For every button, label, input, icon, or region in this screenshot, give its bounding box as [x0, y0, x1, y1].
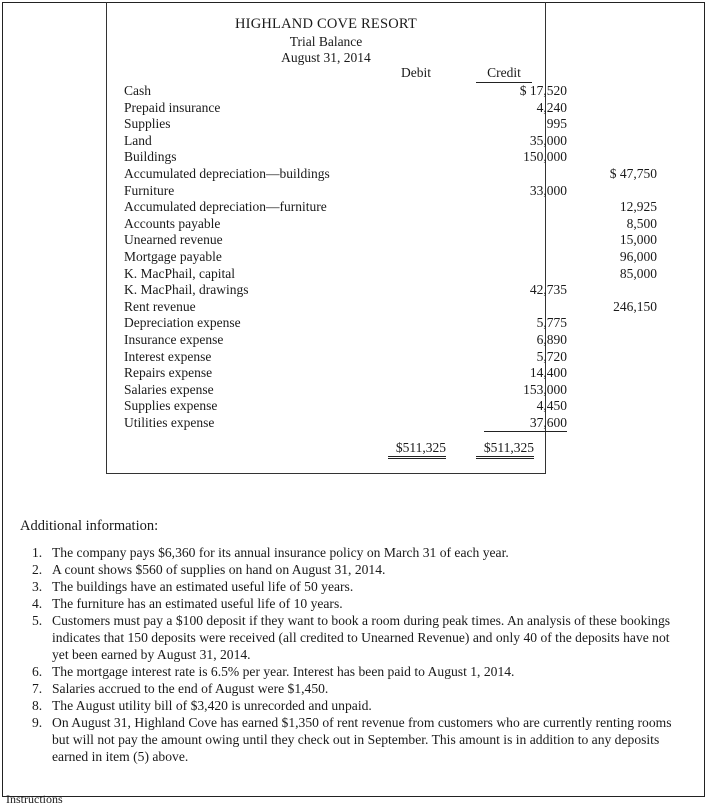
list-item	[32, 612, 672, 663]
credit-amount: 15,000	[619, 232, 657, 248]
credit-amount: 12,925	[619, 199, 657, 215]
item-number: 4.	[32, 596, 43, 611]
item-text: Salaries accrued to the end of August were $1,450.	[52, 681, 329, 696]
table-row	[124, 315, 567, 332]
debit-column-header: Debit	[401, 65, 431, 80]
debit-amount: $ 17,520	[519, 83, 567, 98]
table-row	[124, 365, 567, 382]
credit-amount: 246,150	[613, 298, 657, 314]
credit-amount: $ 47,750	[609, 165, 657, 181]
table-row	[124, 83, 567, 100]
total-debit: $511,325	[388, 440, 446, 459]
debit-amount: 153,000	[523, 381, 567, 397]
table-row	[124, 199, 657, 216]
account-name: Furniture	[124, 182, 175, 198]
debit-amount: 37,600	[484, 415, 567, 433]
account-name: Accumulated depreciation—furniture	[124, 199, 327, 215]
item-text: The company pays $6,360 for its annual insurance policy on March 31 of each year.	[52, 545, 509, 560]
item-number: 1.	[32, 545, 43, 560]
statement-title: Trial Balance	[289, 34, 363, 49]
item-number: 7.	[32, 681, 43, 696]
table-row	[124, 414, 567, 432]
debit-amount: 14,400	[529, 365, 567, 381]
debit-amount: 4,240	[536, 99, 567, 115]
debit-amount: 33,000	[529, 182, 567, 198]
debit-amount: 5,775	[536, 315, 567, 331]
account-name: Insurance expense	[124, 331, 224, 347]
additional-info-list	[32, 544, 672, 765]
account-name: Supplies expense	[124, 398, 218, 414]
item-number: 6.	[32, 664, 43, 679]
table-row	[124, 248, 657, 266]
company-name: HIGHLAND COVE RESORT	[235, 16, 417, 32]
debit-amount: 995	[546, 116, 567, 132]
item-text: The August utility bill of $3,420 is unrecorded and unpaid.	[52, 698, 372, 713]
table-row	[124, 348, 567, 366]
table-row	[124, 215, 657, 233]
list-item	[32, 680, 672, 697]
debit-amount: 6,890	[536, 331, 567, 347]
item-number: 5.	[32, 613, 43, 628]
credit-amount: 96,000	[619, 248, 657, 264]
list-item	[32, 595, 672, 612]
total-credit: $511,325	[476, 440, 534, 459]
account-name: Repairs expense	[124, 365, 213, 381]
additional-info-title: Additional information:	[20, 518, 159, 534]
table-row	[124, 149, 567, 166]
account-name: Depreciation expense	[124, 315, 241, 331]
account-name: Rent revenue	[124, 298, 196, 314]
table-row	[124, 232, 657, 249]
item-number: 2.	[32, 562, 43, 577]
account-name: Cash	[124, 83, 151, 98]
account-name: Utilities expense	[124, 414, 215, 430]
account-name: Prepaid insurance	[124, 99, 221, 115]
list-item	[32, 663, 672, 680]
list-item	[32, 561, 672, 578]
table-row	[124, 381, 567, 399]
debit-amount: 5,720	[536, 348, 567, 364]
list-item	[32, 714, 672, 765]
table-row	[124, 265, 657, 283]
item-number: 3.	[32, 579, 43, 594]
cut-off-footer-text: Instructions	[6, 792, 63, 806]
account-name: K. MacPhail, drawings	[124, 282, 249, 298]
debit-amount: 42,735	[529, 282, 567, 298]
credit-amount: 85,000	[619, 265, 657, 281]
account-name: K. MacPhail, capital	[124, 265, 235, 281]
trial-balance-rows	[124, 83, 657, 431]
item-text: On August 31, Highland Cove has earned $1,350 of rent revenue from customers who are currently renting rooms but will not pay the amount owing until they check out in September. This amount is in addition to any deposits earned in item (5) above.	[52, 715, 672, 764]
item-text: Customers must pay a $100 deposit if they want to book a room during peak times. An analysis of these bookings indicates that 150 deposits were received (all credited to Unearned Revenue) and only 40 of the deposits have not yet been earned by August 31, 2014.	[52, 613, 671, 662]
item-number: 8.	[32, 698, 43, 713]
account-name: Interest expense	[124, 348, 212, 364]
list-item	[32, 544, 672, 561]
table-row	[124, 331, 567, 349]
account-name: Accounts payable	[124, 215, 221, 231]
item-text: A count shows $560 of supplies on hand on August 31, 2014.	[52, 562, 386, 577]
debit-amount: 150,000	[523, 149, 567, 165]
table-row	[124, 165, 657, 183]
statement-date: August 31, 2014	[281, 50, 371, 65]
list-item	[32, 697, 672, 714]
item-text: The furniture has an estimated useful life of 10 years.	[52, 596, 343, 611]
table-row	[124, 398, 567, 415]
account-name: Accumulated depreciation—buildings	[124, 165, 330, 181]
debit-amount: 35,000	[529, 132, 567, 148]
list-item	[32, 578, 672, 595]
credit-amount: 8,500	[626, 215, 657, 231]
account-name: Salaries expense	[124, 381, 214, 397]
table-row	[124, 182, 567, 200]
account-name: Unearned revenue	[124, 232, 223, 248]
debit-amount: 4,450	[536, 398, 567, 414]
account-name: Buildings	[124, 149, 177, 165]
account-name: Land	[124, 132, 152, 148]
credit-column-header: Credit	[476, 65, 532, 83]
table-row	[124, 132, 567, 150]
table-row	[124, 282, 567, 299]
item-text: The mortgage interest rate is 6.5% per year. Interest has been paid to August 1, 2014.	[52, 664, 515, 679]
account-name: Mortgage payable	[124, 248, 222, 264]
item-text: The buildings have an estimated useful life of 50 years.	[52, 579, 354, 594]
item-number: 9.	[32, 715, 43, 730]
account-name: Supplies	[124, 116, 171, 132]
table-row	[124, 99, 567, 117]
table-row	[124, 298, 657, 316]
table-row	[124, 116, 567, 133]
